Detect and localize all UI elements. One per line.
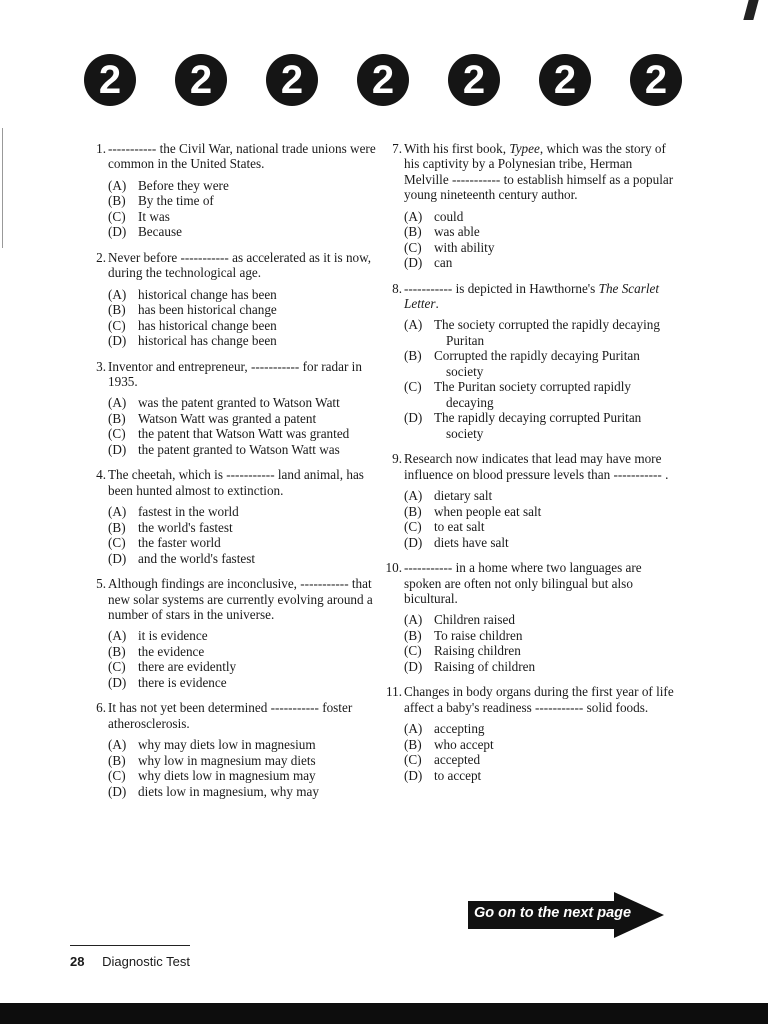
answer-option[interactable] — [404, 643, 674, 659]
question-number: 1. — [96, 141, 106, 156]
option-text: By the time of — [138, 193, 214, 209]
option-letter: (B) — [404, 503, 422, 519]
question-number: 9. — [392, 451, 402, 467]
answer-option[interactable] — [108, 178, 378, 194]
answer-option[interactable] — [108, 535, 378, 551]
option-letter: (A) — [108, 737, 127, 753]
question-stem: Inventor and entrepreneur, ----------- for radar in 1935. — [108, 358, 362, 390]
option-text: why may diets low in magnesium — [138, 737, 316, 753]
option-letter: (D) — [108, 550, 127, 566]
option-text: there is evidence — [138, 674, 227, 690]
page-footer — [70, 954, 190, 969]
option-letter: (A) — [108, 628, 127, 644]
answer-option[interactable] — [108, 628, 378, 644]
option-text: and the world's fastest — [138, 550, 256, 566]
option-text: the evidence — [138, 643, 205, 659]
option-text: the patent that Watson Watt was granted — [138, 426, 350, 442]
question-9 — [384, 451, 674, 550]
answer-option[interactable] — [404, 504, 674, 520]
option-text: could — [434, 208, 464, 224]
option-letter: (C) — [108, 768, 126, 784]
question-number: 4. — [96, 467, 106, 483]
option-letter: (C) — [108, 535, 126, 551]
answer-option[interactable] — [404, 737, 674, 753]
option-text: can — [434, 255, 453, 271]
question-stem: Research now indicates that lead may have more influence on blood pressure levels than ----------- . — [404, 451, 669, 482]
option-text: It was — [138, 208, 170, 224]
option-text: dietary salt — [434, 488, 493, 504]
section-badge: 2 — [84, 54, 136, 106]
option-text: why low in magnesium may diets — [138, 752, 316, 768]
option-letter: (B) — [108, 410, 126, 426]
option-letter: (A) — [108, 504, 127, 520]
option-text: who accept — [434, 736, 494, 752]
answer-option[interactable] — [108, 442, 378, 458]
option-text: there are evidently — [138, 659, 237, 675]
option-text: has been historical change — [138, 302, 277, 318]
answer-option[interactable] — [108, 768, 378, 784]
answer-option[interactable] — [404, 255, 674, 271]
option-text: To raise children — [434, 627, 523, 643]
answer-option[interactable] — [108, 504, 378, 520]
option-text: The rapidly decaying corrupted Puritan society — [434, 410, 642, 441]
question-stem: ----------- the Civil War, national trade unions were common in the United States. — [108, 141, 376, 172]
answer-option[interactable] — [108, 737, 378, 753]
book-title: Typee — [509, 141, 540, 156]
answer-option[interactable] — [108, 318, 378, 334]
answer-option[interactable] — [404, 224, 674, 240]
option-letter: (D) — [404, 255, 423, 271]
option-letter: (A) — [404, 488, 423, 504]
answer-option[interactable] — [108, 224, 378, 240]
answer-option[interactable] — [404, 721, 674, 737]
question-stem — [404, 281, 674, 312]
option-text: why diets low in magnesium may — [138, 768, 316, 784]
question-number: 5. — [96, 576, 106, 592]
option-letter: (C) — [404, 379, 422, 395]
scan-bottom-edge — [0, 1003, 768, 1024]
option-letter: (C) — [404, 752, 422, 768]
question-stem: Never before ----------- as accelerated as it is now, during the technological age. — [108, 249, 372, 281]
option-text: diets low in magnesium, why may — [138, 783, 319, 799]
stem-text: , which was the story of his captivity by a Polynesian tribe, Herman Melville ----------- to establish himself as a popular young nineteenth century author. — [404, 141, 674, 203]
answer-option[interactable] — [404, 535, 674, 551]
option-text: accepted — [434, 752, 481, 768]
section-badge: 2 — [448, 54, 500, 106]
answer-option[interactable] — [108, 520, 378, 536]
answer-option[interactable] — [404, 488, 674, 504]
answer-option[interactable] — [108, 426, 378, 442]
answer-option[interactable] — [108, 675, 378, 691]
option-text: Watson Watt was granted a patent — [138, 410, 317, 426]
answer-option[interactable] — [404, 752, 674, 768]
option-text: with ability — [434, 239, 495, 255]
answer-option[interactable] — [404, 612, 674, 628]
question-8 — [384, 281, 674, 442]
answer-options — [108, 628, 378, 690]
answer-option[interactable] — [404, 240, 674, 256]
option-letter: (A) — [404, 721, 423, 737]
next-page-arrow[interactable] — [468, 892, 664, 938]
left-column — [88, 141, 378, 799]
option-letter: (C) — [108, 659, 126, 675]
answer-options — [404, 317, 674, 441]
footer-divider — [70, 945, 190, 946]
question-5 — [88, 576, 378, 690]
answer-option[interactable] — [108, 287, 378, 303]
option-text: Because — [138, 224, 182, 240]
option-letter: (C) — [108, 208, 126, 224]
answer-option[interactable] — [108, 302, 378, 318]
option-letter: (D) — [108, 333, 127, 349]
option-letter: (D) — [404, 658, 423, 674]
question-3 — [88, 359, 378, 458]
book-title: The Scarlet Letter — [404, 280, 660, 312]
question-stem: ----------- in a home where two languages are spoken are often not only bilingual but also bicultural. — [404, 560, 642, 607]
option-text: has historical change been — [138, 317, 277, 333]
option-text: the faster world — [138, 535, 221, 551]
answer-option[interactable] — [108, 644, 378, 660]
option-text: The Puritan society corrupted rapidly decaying — [434, 379, 632, 410]
answer-option[interactable] — [108, 395, 378, 411]
answer-option[interactable] — [404, 628, 674, 644]
option-letter: (C) — [404, 519, 422, 535]
answer-option[interactable] — [108, 193, 378, 209]
question-1 — [88, 141, 378, 240]
answer-options — [108, 737, 378, 799]
answer-option[interactable] — [108, 209, 378, 225]
answer-options — [108, 395, 378, 457]
answer-option[interactable] — [404, 519, 674, 535]
stem-text: ----------- is depicted in Hawthorne's — [404, 280, 599, 296]
option-text: was the patent granted to Watson Watt — [138, 395, 340, 411]
option-text: to eat salt — [434, 519, 485, 535]
answer-option[interactable] — [404, 410, 674, 441]
question-11 — [384, 684, 674, 783]
question-stem: The cheetah, which is ----------- land animal, has been hunted almost to extinction. — [108, 467, 364, 498]
answer-options — [404, 488, 674, 550]
question-stem: It has not yet been determined ----------- foster atherosclerosis. — [108, 700, 353, 731]
footer-label: Diagnostic Test — [102, 954, 191, 969]
question-stem — [404, 141, 674, 203]
option-text: the patent granted to Watson Watt was — [138, 441, 340, 457]
answer-option[interactable] — [108, 333, 378, 349]
question-2 — [88, 250, 378, 349]
option-letter: (C) — [404, 239, 422, 255]
question-number: 10. — [385, 560, 402, 576]
answer-option[interactable] — [404, 379, 674, 410]
option-text: the world's fastest — [138, 519, 233, 535]
next-page-label: Go on to the next page — [474, 905, 632, 921]
option-letter: (A) — [404, 612, 423, 628]
section-badges — [84, 54, 684, 108]
answer-option[interactable] — [404, 659, 674, 675]
option-text: The society corrupted the rapidly decaying Puritan — [434, 317, 660, 348]
option-letter: (A) — [404, 208, 423, 224]
option-letter: (C) — [108, 426, 126, 442]
option-text: Corrupted the rapidly decaying Puritan society — [434, 348, 640, 379]
question-7 — [384, 141, 674, 271]
option-letter: (D) — [108, 441, 127, 457]
scan-edge-line — [2, 128, 3, 248]
option-letter: (D) — [108, 783, 127, 799]
option-text: when people eat salt — [434, 503, 542, 519]
answer-option[interactable] — [404, 768, 674, 784]
question-number: 7. — [392, 141, 402, 156]
question-number: 2. — [96, 249, 106, 265]
answer-option[interactable] — [404, 317, 674, 348]
answer-options — [404, 612, 674, 674]
option-letter: (D) — [404, 767, 423, 783]
section-badge: 2 — [630, 54, 682, 106]
option-letter: (B) — [404, 627, 422, 643]
question-number: 3. — [96, 358, 106, 374]
option-letter: (A) — [108, 395, 127, 411]
option-letter: (B) — [404, 224, 422, 240]
right-column — [384, 141, 674, 783]
option-text: it is evidence — [138, 628, 208, 644]
option-letter: (C) — [404, 643, 422, 659]
answer-option[interactable] — [108, 659, 378, 675]
question-4 — [88, 467, 378, 566]
option-text: historical change has been — [138, 286, 277, 302]
page-number: 28 — [70, 954, 85, 969]
option-text: historical has change been — [138, 333, 277, 349]
option-text: Raising of children — [434, 658, 536, 674]
answer-option[interactable] — [108, 551, 378, 567]
stem-text: With his first book, — [404, 141, 510, 156]
option-text: to accept — [434, 767, 482, 783]
answer-option[interactable] — [404, 348, 674, 379]
question-number: 11. — [386, 684, 402, 700]
answer-options — [108, 287, 378, 349]
option-text: was able — [434, 224, 480, 240]
section-badge: 2 — [539, 54, 591, 106]
question-stem: Although findings are inconclusive, ----------- that new solar systems are currently evolving around a number of stars in the universe. — [108, 576, 373, 623]
answer-options — [108, 504, 378, 566]
option-text: Before they were — [138, 177, 229, 193]
option-letter: (C) — [108, 317, 126, 333]
answer-option[interactable] — [404, 209, 674, 225]
answer-options — [108, 178, 378, 240]
option-text: Children raised — [434, 612, 515, 628]
option-letter: (B) — [108, 519, 126, 535]
option-letter: (A) — [108, 286, 127, 302]
question-number: 8. — [392, 280, 402, 296]
option-letter: (B) — [108, 302, 126, 318]
answer-options — [404, 721, 674, 783]
question-10 — [384, 560, 674, 674]
answer-option[interactable] — [108, 411, 378, 427]
option-letter: (A) — [404, 317, 423, 333]
section-badge: 2 — [357, 54, 409, 106]
question-6 — [88, 700, 378, 799]
option-text: Raising children — [434, 643, 521, 659]
option-letter: (B) — [108, 752, 126, 768]
option-letter: (D) — [108, 224, 127, 240]
option-letter: (B) — [108, 643, 126, 659]
option-text: fastest in the world — [138, 504, 239, 520]
answer-options — [404, 209, 674, 271]
option-letter: (B) — [404, 736, 422, 752]
option-letter: (B) — [404, 348, 422, 364]
section-badge: 2 — [175, 54, 227, 106]
option-letter: (D) — [404, 410, 423, 426]
option-letter: (D) — [404, 534, 423, 550]
option-letter: (B) — [108, 193, 126, 209]
stem-text: . — [435, 296, 439, 312]
answer-option[interactable] — [108, 753, 378, 769]
scan-corner-mark — [743, 0, 758, 20]
option-text: diets have salt — [434, 534, 509, 550]
option-letter: (A) — [108, 177, 127, 193]
option-text: accepting — [434, 721, 485, 737]
option-letter: (D) — [108, 674, 127, 690]
question-number: 6. — [96, 700, 106, 716]
answer-option[interactable] — [108, 784, 378, 800]
section-badge: 2 — [266, 54, 318, 106]
question-stem: Changes in body organs during the first year of life affect a baby's readiness ----------- solid foods. — [404, 684, 674, 715]
